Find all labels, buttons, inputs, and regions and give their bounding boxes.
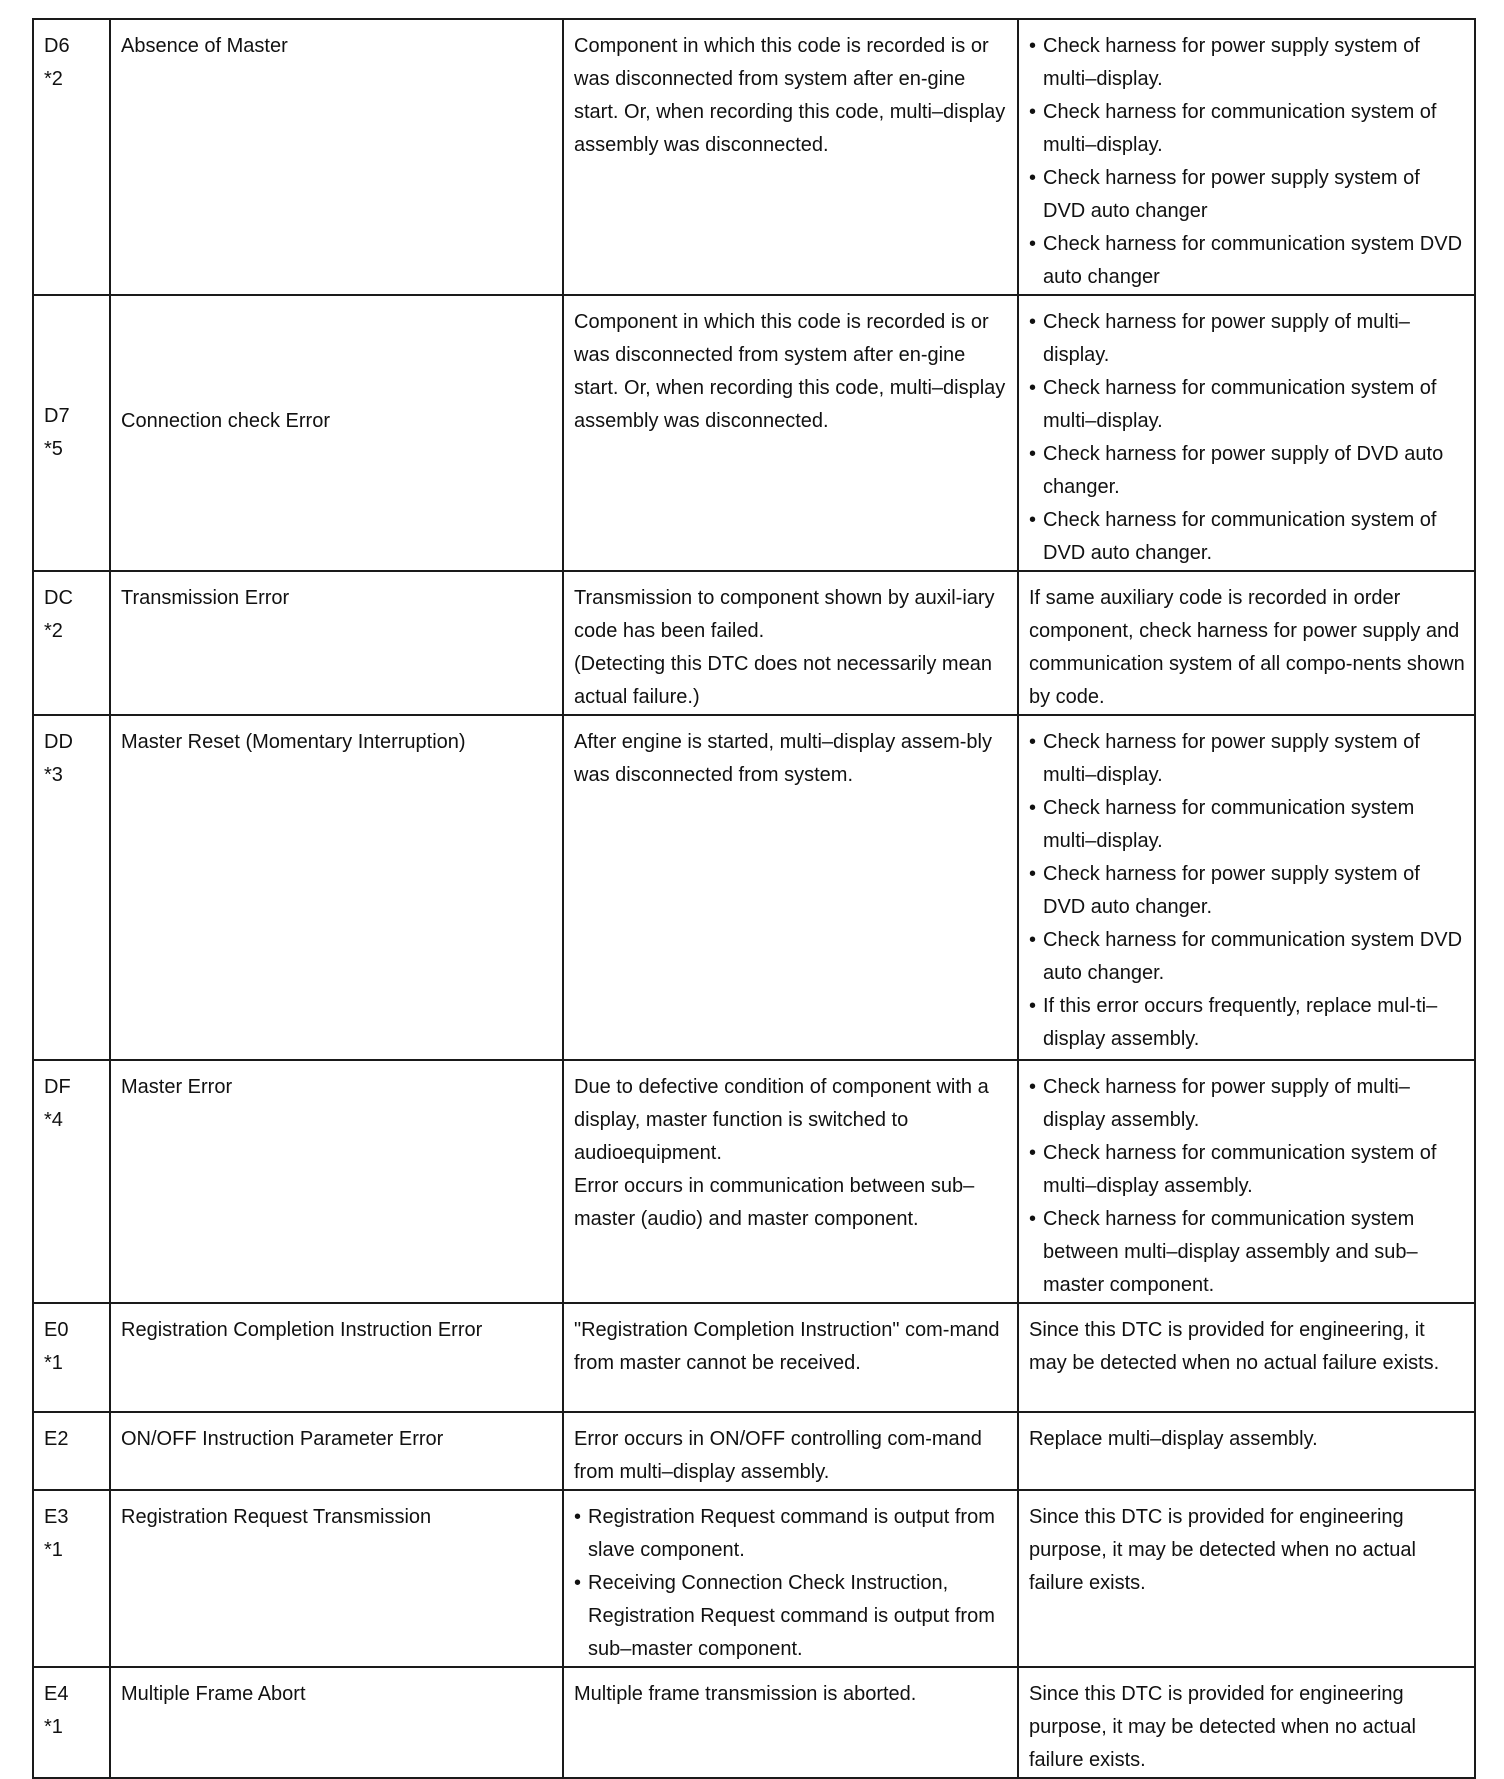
dtc-code: DC — [44, 587, 73, 609]
action-cell: Since this DTC is provided for engineering purpose, it may be detected when no actual failure exists. — [1018, 1490, 1475, 1667]
dtc-table — [32, 18, 1476, 1779]
action-item: • Check harness for power supply system of multi–display. — [1029, 30, 1466, 96]
condition-cell — [563, 1490, 1018, 1667]
dtc-code: E0 — [44, 1319, 69, 1341]
dtc-code: E2 — [44, 1428, 69, 1450]
action-cell — [1018, 1060, 1475, 1303]
action-item: • If this error occurs frequently, replace mul-ti–display assembly. — [1029, 990, 1466, 1056]
action-item: • Check harness for power supply system of DVD auto changer — [1029, 162, 1466, 228]
dtc-code: D7 — [44, 405, 70, 427]
condition-line: Error occurs in communication between sub–master (audio) and master component. — [574, 1175, 975, 1230]
action-cell — [1018, 715, 1475, 1060]
action-cell: Since this DTC is provided for engineering, it may be detected when no actual failure exists. — [1018, 1303, 1475, 1412]
condition-cell: "Registration Completion Instruction" com-mand from master cannot be received. — [563, 1303, 1018, 1412]
code-cell — [33, 1303, 110, 1412]
condition-line: Due to defective condition of component with a display, master function is switched to audioequipment. — [574, 1076, 989, 1164]
action-list — [1029, 726, 1466, 1056]
dtc-note: *4 — [44, 1109, 63, 1131]
code-cell — [33, 295, 110, 571]
dtc-code: E4 — [44, 1683, 69, 1705]
dtc-note: *1 — [44, 1539, 63, 1561]
name-cell: Master Reset (Momentary Interruption) — [110, 715, 563, 1060]
dtc-code: D6 — [44, 35, 70, 57]
action-item: • Check harness for power supply of multi–display assembly. — [1029, 1071, 1466, 1137]
dtc-note: *2 — [44, 68, 63, 90]
table-row — [33, 1060, 1475, 1303]
table-row — [33, 1490, 1475, 1667]
code-cell — [33, 715, 110, 1060]
action-cell: If same auxiliary code is recorded in order component, check harness for power supply and communication system of all compo-nents shown by code. — [1018, 571, 1475, 715]
dtc-code: DD — [44, 731, 73, 753]
table-row — [33, 1303, 1475, 1412]
condition-list — [574, 1501, 1009, 1666]
condition-cell: Component in which this code is recorded is or was disconnected from system after en-gine start. Or, when recording this code, multi–display assembly was disconnected. — [563, 295, 1018, 571]
code-cell — [33, 1060, 110, 1303]
name-cell: Absence of Master — [110, 19, 563, 295]
action-list — [1029, 306, 1466, 570]
action-item: • Check harness for communication system of DVD auto changer. — [1029, 504, 1466, 570]
code-cell — [33, 1412, 110, 1490]
action-item: • Check harness for communication system between multi–display assembly and sub–master component. — [1029, 1203, 1466, 1302]
action-cell — [1018, 19, 1475, 295]
action-item: • Check harness for communication system DVD auto changer — [1029, 228, 1466, 294]
action-list — [1029, 1071, 1466, 1302]
condition-line: (Detecting this DTC does not necessarily mean actual failure.) — [574, 653, 992, 708]
table-row — [33, 715, 1475, 1060]
code-cell — [33, 1490, 110, 1667]
action-item: • Check harness for power supply system of multi–display. — [1029, 726, 1466, 792]
action-list — [1029, 30, 1466, 294]
condition-item: • Registration Request command is output from slave component. — [574, 1501, 1009, 1567]
action-item: • Check harness for communication system of multi–display. — [1029, 372, 1466, 438]
condition-cell: Error occurs in ON/OFF controlling com-mand from multi–display assembly. — [563, 1412, 1018, 1490]
name-cell: Master Error — [110, 1060, 563, 1303]
action-item: • Check harness for communication system multi–display. — [1029, 792, 1466, 858]
table-row — [33, 571, 1475, 715]
condition-item: • Receiving Connection Check Instruction, Registration Request command is output from sub–master component. — [574, 1567, 1009, 1666]
condition-cell: Multiple frame transmission is aborted. — [563, 1667, 1018, 1778]
name-cell: Connection check Error — [110, 295, 563, 571]
dtc-note: *1 — [44, 1716, 63, 1738]
name-cell: Multiple Frame Abort — [110, 1667, 563, 1778]
action-cell — [1018, 295, 1475, 571]
name-cell: ON/OFF Instruction Parameter Error — [110, 1412, 563, 1490]
dtc-code: E3 — [44, 1506, 69, 1528]
code-cell — [33, 571, 110, 715]
table-row — [33, 1412, 1475, 1490]
dtc-code: DF — [44, 1076, 71, 1098]
action-item: • Check harness for power supply system of DVD auto changer. — [1029, 858, 1466, 924]
table-row — [33, 1667, 1475, 1778]
condition-cell — [563, 1060, 1018, 1303]
action-item: • Check harness for communication system of multi–display. — [1029, 96, 1466, 162]
condition-line: Transmission to component shown by auxil-iary code has been failed. — [574, 587, 995, 642]
action-item: • Check harness for power supply of DVD auto changer. — [1029, 438, 1466, 504]
action-item: • Check harness for communication system DVD auto changer. — [1029, 924, 1466, 990]
dtc-note: *2 — [44, 620, 63, 642]
code-cell — [33, 19, 110, 295]
name-cell: Registration Request Transmission — [110, 1490, 563, 1667]
condition-cell: Component in which this code is recorded is or was disconnected from system after en-gine start. Or, when recording this code, multi–display assembly was disconnected. — [563, 19, 1018, 295]
action-item: • Check harness for power supply of multi–display. — [1029, 306, 1466, 372]
table-row — [33, 295, 1475, 571]
action-item: • Check harness for communication system of multi–display assembly. — [1029, 1137, 1466, 1203]
condition-cell: After engine is started, multi–display assem-bly was disconnected from system. — [563, 715, 1018, 1060]
condition-cell — [563, 571, 1018, 715]
name-cell: Transmission Error — [110, 571, 563, 715]
table-row — [33, 19, 1475, 295]
code-cell — [33, 1667, 110, 1778]
dtc-note: *3 — [44, 764, 63, 786]
name-cell: Registration Completion Instruction Error — [110, 1303, 563, 1412]
action-cell: Since this DTC is provided for engineering purpose, it may be detected when no actual failure exists. — [1018, 1667, 1475, 1778]
dtc-note: *1 — [44, 1352, 63, 1374]
action-cell: Replace multi–display assembly. — [1018, 1412, 1475, 1490]
dtc-note: *5 — [44, 438, 63, 460]
